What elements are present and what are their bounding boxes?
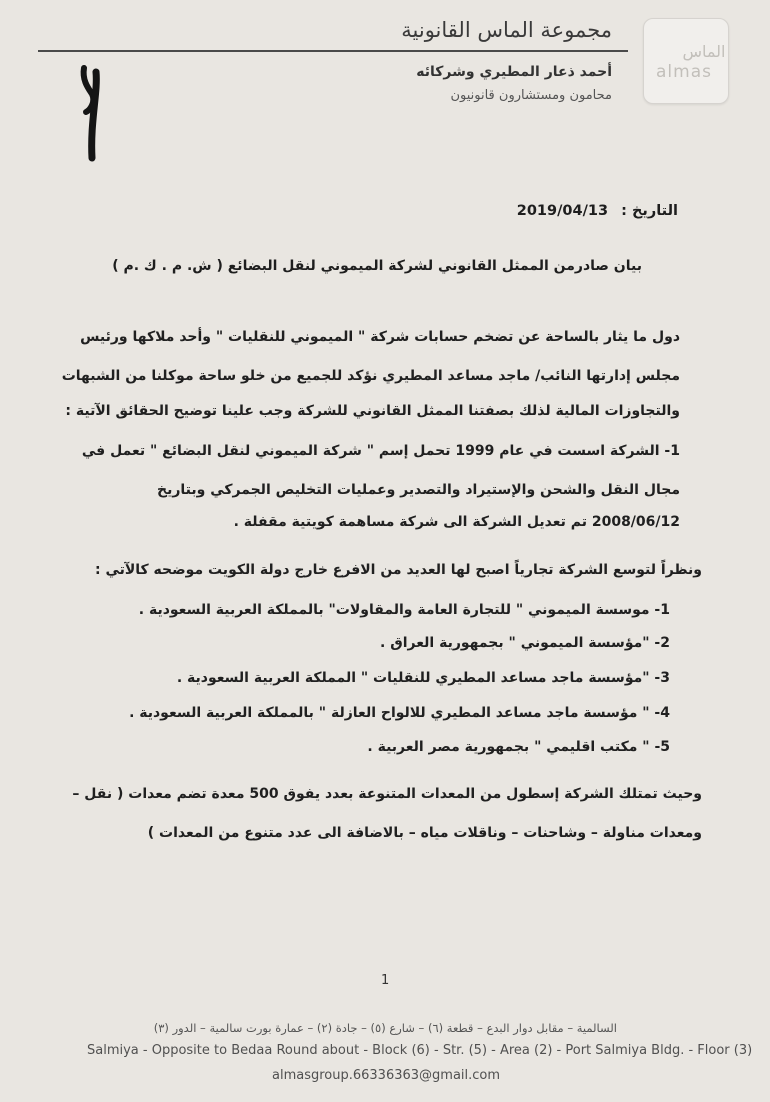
branch-item-3: 3- "مؤسسة ماجد مساعد المطيري للنقليات " المملكة العربية السعودية . xyxy=(176,670,670,686)
fact-1-line-2: مجال النقل والشحن والإستيراد والتصدير وعمليات التخليص الجمركي وبتاريخ xyxy=(156,482,680,498)
page-number: 1 xyxy=(381,973,390,988)
footer-address-en: Salmiya - Opposite to Bedaa Round about - Block (6) - Str. (5) - Area (2) - Port Salmiya Bldg. - Floor (3) xyxy=(87,1043,753,1058)
logo-text-en: almas xyxy=(656,62,712,82)
firm-subtitle: محامون ومستشارون قانونيون xyxy=(450,88,612,103)
fact-1-line-3: 2008/06/12 تم تعديل الشركة الى شركة مساهمة كويتية مقفلة . xyxy=(233,514,680,530)
date-value: 2019/04/13 xyxy=(516,203,609,219)
intro-line-2: مجلس إدارتها النائب/ ماجد مساعد المطيري نؤكد للجميع من خلو ساحة موكلنا من الشبهات xyxy=(61,368,680,384)
branch-item-4: 4- " مؤسسة ماجد مساعد المطيري للالواح العازلة " بالمملكة العربية السعودية . xyxy=(129,705,670,721)
branch-item-1: 1- موسسة الميموني " للتجارة العامة والمقاولات" بالمملكة العربية السعودية . xyxy=(138,602,670,618)
fleet-line-1: وحيث تمتلك الشركة إسطول من المعدات المتنوعة بعدد يفوق 500 معدة تضم معدات ( نقل – xyxy=(72,786,702,802)
almas-logo-icon xyxy=(644,19,728,103)
date-line xyxy=(517,203,678,219)
branch-item-2: 2- "مؤسسة الميموني " بجمهورية العراق . xyxy=(380,635,670,651)
fleet-line-2: ومعدات مناولة – وشاحنات – وناقلات مياه – بالاضافة الى عدد متنوع من المعدات ) xyxy=(147,825,702,841)
header-divider xyxy=(38,50,628,52)
logo-text-ar: الماس xyxy=(682,42,726,61)
firm-name: أحمد ذعار المطيري وشركائه xyxy=(416,64,612,80)
handwritten-number-1-mark xyxy=(72,62,112,176)
footer-email: almasgroup.66336363@gmail.com xyxy=(272,1068,501,1083)
footer-address-ar: السالمية – مقابل دوار البدع – قطعة (٦) – شارع (٥) – جادة (٢) – عمارة بورت سالمية – الدور (٣) xyxy=(153,1021,617,1035)
intro-line-3: والتجاوزات المالية لذلك بصفتنا الممثل القانوني للشركة وجب علينا توضيح الحقائق الآتية : xyxy=(65,403,680,419)
almas-logo xyxy=(643,18,729,104)
date-label: التاريخ : xyxy=(621,203,678,219)
brand-title: مجموعة الماس القانونية xyxy=(401,18,612,42)
branches-intro: ونظراً لتوسع الشركة تجارياً اصبح لها العديد من الافرع خارج دولة الكويت موضحه كالآتي : xyxy=(94,562,702,578)
statement-title: بيان صادرمن الممثل القانوني لشركة الميموني لنقل البضائع ( ش. م . ك .م ) xyxy=(112,258,642,274)
fact-1-line-1: 1- الشركة اسست في عام 1999 تحمل إسم " شركة الميموني لنقل البضائع " تعمل في xyxy=(81,443,680,459)
intro-line-1: دول ما يثار بالساحة عن تضخم حسابات شركة " الميموني للنقليات " وأحد ملاكها ورئيس xyxy=(80,329,680,345)
branch-item-5: 5- " مكتب اقليمي " بجمهورية مصر العربية . xyxy=(367,739,670,755)
